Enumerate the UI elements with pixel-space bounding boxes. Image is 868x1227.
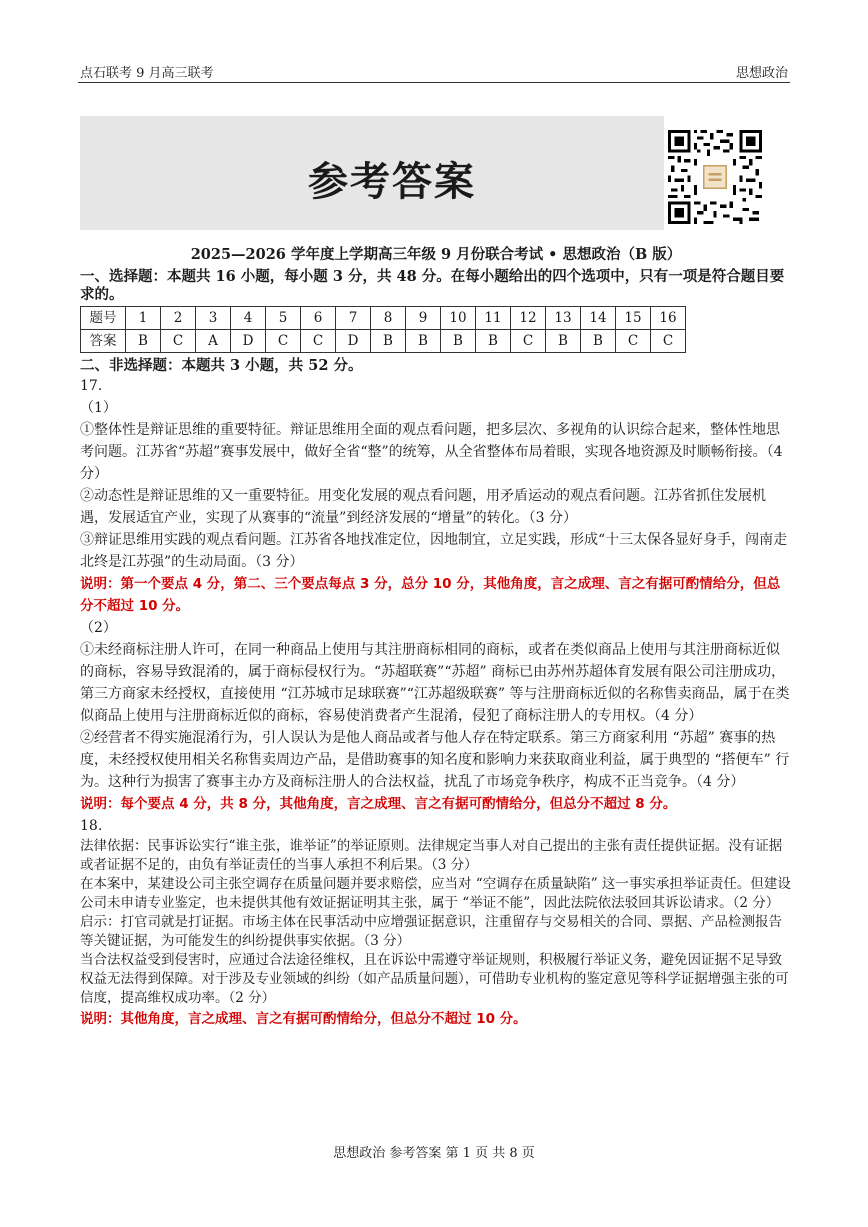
table-cell: B bbox=[441, 330, 476, 353]
table-row-answers bbox=[81, 330, 686, 353]
header-left: 点石联考 9 月高三联考 bbox=[80, 66, 214, 81]
q17-number: 17. bbox=[80, 378, 103, 394]
table-cell: B bbox=[546, 330, 581, 353]
table-cell: C bbox=[511, 330, 546, 353]
title-banner bbox=[80, 116, 664, 230]
table-cell: B bbox=[126, 330, 161, 353]
table-cell: 14 bbox=[581, 307, 616, 330]
table-cell: B bbox=[371, 330, 406, 353]
table-cell: 4 bbox=[231, 307, 266, 330]
q18-paragraph-1: 法律依据：民事诉讼实行“谁主张，谁举证”的举证原则。法律规定当事人对自己提出的主张有责任提供证据。没有证据或者证据不足的，由负有举证责任的当事人承担不利后果。（3 分） bbox=[80, 838, 783, 873]
header-right: 思想政治 bbox=[735, 66, 788, 81]
q17-scoring-note-1: 说明：第一个要点 4 分，第二、三个要点每点 3 分，总分 10 分，其他角度，言之成理、言之有据可酌情给分，但总分不超过 10 分。 bbox=[80, 576, 781, 614]
table-cell: 7 bbox=[336, 307, 371, 330]
table-cell: 5 bbox=[266, 307, 301, 330]
table-cell: A bbox=[196, 330, 231, 353]
table-cell: 11 bbox=[476, 307, 511, 330]
table-cell: 8 bbox=[371, 307, 406, 330]
q18-paragraph-2: 在本案中，某建设公司主张空调存在质量问题并要求赔偿，应当对 “空调存在质量缺陷” 这一事实承担举证责任。但建设公司未申请专业鉴定，也未提供其他有效证据证明其主张，属于 “举证不能”，因此法院依法驳回其诉讼请求。（2 分） bbox=[80, 876, 791, 911]
table-cell: 1 bbox=[126, 307, 161, 330]
table-cell: 15 bbox=[616, 307, 651, 330]
table-cell: C bbox=[651, 330, 686, 353]
q17-scoring-note-2: 说明：每个要点 4 分，共 8 分，其他角度，言之成理、言之有据可酌情给分，但总分不超过 8 分。 bbox=[80, 796, 677, 812]
q18-scoring-note: 说明：其他角度，言之成理、言之有据可酌情给分，但总分不超过 10 分。 bbox=[80, 1011, 527, 1027]
q17-point-2: ②动态性是辩证思维的又一重要特征。用变化发展的观点看问题，用矛盾运动的观点看问题。江苏省抓住发展机遇，发展适宜产业，实现了从赛事的“流量”到经济发展的“增量”的转化。（3 分） bbox=[80, 488, 766, 526]
answer-content bbox=[80, 244, 792, 1030]
section2-heading: 二、非选择题：本题共 3 小题，共 52 分。 bbox=[80, 357, 363, 374]
table-cell-label: 题号 bbox=[81, 307, 126, 330]
table-cell: B bbox=[406, 330, 441, 353]
table-cell: C bbox=[266, 330, 301, 353]
q17-part1-label: （1） bbox=[80, 400, 117, 416]
table-cell: 9 bbox=[406, 307, 441, 330]
page-footer: 思想政治 参考答案 第 1 页 共 8 页 bbox=[333, 1146, 535, 1161]
table-cell: 3 bbox=[196, 307, 231, 330]
table-cell: B bbox=[476, 330, 511, 353]
qr-code-icon bbox=[668, 130, 762, 224]
q18-paragraph-3: 启示：打官司就是打证据。市场主体在民事活动中应增强证据意识，注重留存与交易相关的合同、票据、产品检测报告等关键证据，为可能发生的纠纷提供事实依据。（3 分） bbox=[80, 914, 782, 949]
table-cell: C bbox=[301, 330, 336, 353]
q17-point-4: ①未经商标注册人许可，在同一种商品上使用与其注册商标相同的商标，或者在类似商品上使用与其注册商标近似的商标，容易导致混淆的，属于商标侵权行为。“苏超联赛”“苏超” 商标已由苏州苏超体育发展有限公司注册成功，第三方商家未经授权，直接使用 “江苏城市足球联赛”“江苏超级联赛” 等与注册商标近似的名称售卖商品，属于在类似商品上使用与注册商标近似的商标，容易使消费者产生混淆，侵犯了商标注册人的专用权。（4 分） bbox=[80, 642, 790, 724]
table-cell: 16 bbox=[651, 307, 686, 330]
q17-point-5: ②经营者不得实施混淆行为，引人误认为是他人商品或者与他人存在特定联系。第三方商家利用 “苏超” 赛事的热度，未经授权使用相关名称售卖周边产品，是借助赛事的知名度和影响力来获取商业利益，属于典型的 “搭便车” 行为。这种行为损害了赛事主办方及商标注册人的合法权益，扰乱了市场竞争秩序，构成不正当竞争。（4 分） bbox=[80, 730, 790, 790]
table-cell: 12 bbox=[511, 307, 546, 330]
table-cell: 2 bbox=[161, 307, 196, 330]
banner-title: 参考答案 bbox=[308, 158, 476, 205]
table-cell: 10 bbox=[441, 307, 476, 330]
answer-table bbox=[80, 306, 686, 353]
table-cell-label: 答案 bbox=[81, 330, 126, 353]
table-row-numbers bbox=[81, 307, 686, 330]
q18-paragraph-4: 当合法权益受到侵害时，应通过合法途径维权，且在诉讼中需遵守举证规则，积极履行举证义务，避免因证据不足导致权益无法得到保障。对于涉及专业领域的纠纷（如产品质量问题），可借助专业机构的鉴定意见等科学证据增强主张的可信度，提高维权成功率。（2 分） bbox=[80, 952, 789, 1006]
q18-number: 18. bbox=[80, 818, 103, 834]
q17-point-3: ③辩证思维用实践的观点看问题。江苏省各地找准定位，因地制宜，立足实践，形成“十三太保各显好身手，闯南走北终是江苏强”的生动局面。（3 分） bbox=[80, 532, 788, 570]
table-cell: C bbox=[161, 330, 196, 353]
table-cell: D bbox=[231, 330, 266, 353]
table-cell: C bbox=[616, 330, 651, 353]
header-rule bbox=[78, 82, 790, 83]
q17-point-1: ①整体性是辩证思维的重要特征。辩证思维用全面的观点看问题，把多层次、多视角的认识综合起来，整体性地思考问题。江苏省“苏超”赛事发展中，做好全省“整”的统筹，从全省整体布局着眼，实现各地资源及时顺畅衔接。（4 分） bbox=[80, 422, 783, 482]
section1-heading: 一、选择题：本题共 16 小题，每小题 3 分，共 48 分。在每小题给出的四个选项中，只有一项是符合题目要求的。 bbox=[80, 268, 785, 303]
q17-part2-label: （2） bbox=[80, 620, 117, 636]
table-cell: B bbox=[581, 330, 616, 353]
exam-title: 2025—2026 学年度上学期高三年级 9 月份联合考试 • 思想政治（B 版） bbox=[190, 246, 682, 263]
table-cell: D bbox=[336, 330, 371, 353]
table-cell: 13 bbox=[546, 307, 581, 330]
table-cell: 6 bbox=[301, 307, 336, 330]
